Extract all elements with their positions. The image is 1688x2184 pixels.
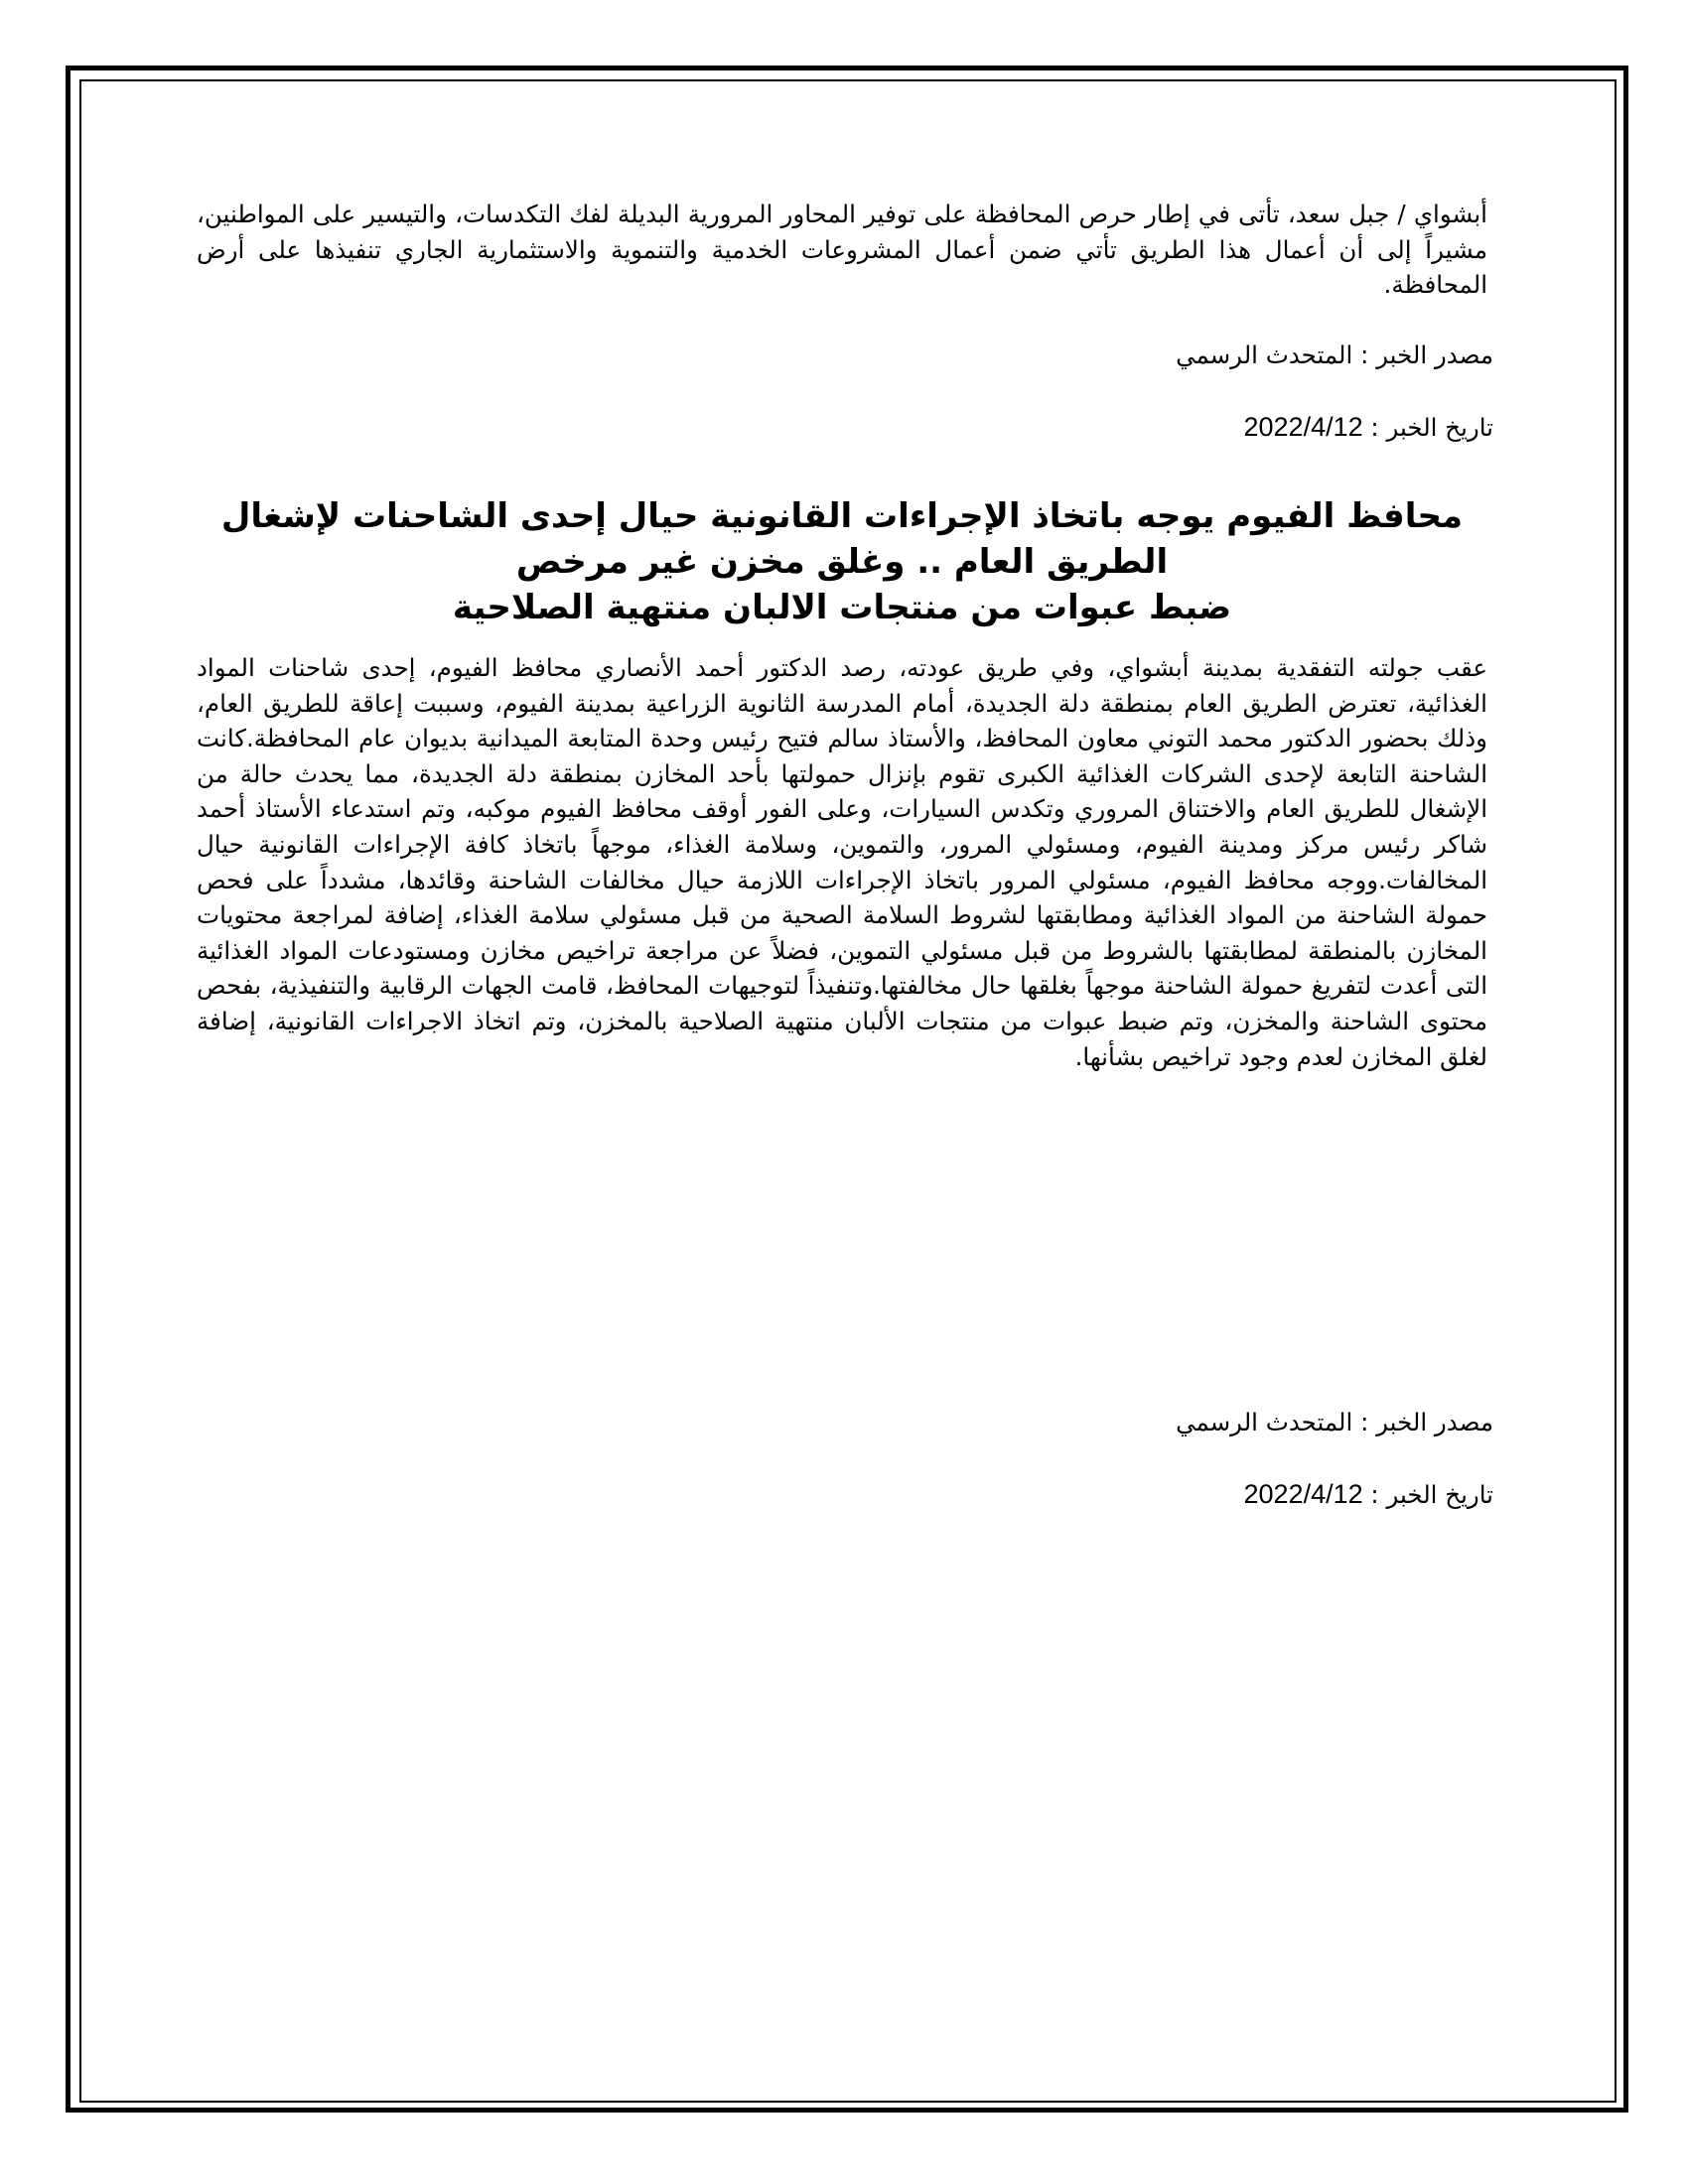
article-headline	[197, 493, 1487, 630]
headline-line-1: محافظ الفيوم يوجه باتخاذ الإجراءات القانونية حيال إحدى الشاحنات لإشغال	[220, 496, 1464, 536]
news-source-top: مصدر الخبر : المتحدث الرسمي	[1176, 341, 1493, 369]
news-date-bottom	[203, 1477, 1493, 1512]
article-body: عقب جولته التفقدية بمدينة أبشواي، وفي طريق عودته، رصد الدكتور أحمد الأنصاري محافظ الفيوم، إحدى شاحنات المواد الغذائية، تعترض الطريق العام بمنطقة دلة الجديدة، أمام المدرسة الثانوية الزراعية بمدينة الفيوم، وسببت إعاقة للطريق العام، وذلك بحضور الدكتور محمد التوني معاون المحافظ، والأستاذ سالم فتيح رئيس وحدة المتابعة الميدانية بديوان عام المحافظة.كانت الشاحنة التابعة لإحدى الشركات الغذائية الكبرى تقوم بإنزال حمولتها بأحد المخازن بمنطقة دلة الجديدة، مما يحدث حالة من الإشغال للطريق العام والاختناق المروري وتكدس السيارات، وعلى الفور أوقف محافظ الفيوم موكبه، وتم استدعاء الأستاذ أحمد شاكر رئيس مركز ومدينة الفيوم، ومسئولي المرور، والتموين، وسلامة الغذاء، موجهاً باتخاذ كافة الإجراءات القانونية حيال المخالفات.ووجه محافظ الفيوم، مسئولي المرور باتخاذ الإجراءات اللازمة حيال مخالفات الشاحنة وقائدها، مشدداً على فحص حمولة الشاحنة من المواد الغذائية ومطابقتها لشروط السلامة الصحية من قبل مسئولي سلامة الغذاء، إضافة لمراجعة محتويات المخازن بالمنطقة لمطابقتها بالشروط من قبل مسئولي التموين، فضلاً عن مراجعة تراخيص مخازن ومستودعات المواد الغذائية التى أعدت لتفريغ حمولة الشاحنة موجهاً بغلقها حال مخالفتها.وتنفيذاً لتوجيهات المحافظ، قامت الجهات الرقابية والتنفيذية، بفحص محتوى الشاحنة والمخزن، وتم ضبط عبوات من منتجات الألبان منتهية الصلاحية بالمخزن، وتم اتخاذ الاجراءات القانونية، إضافة لغلق المخازن لعدم وجود تراخيص بشأنها.	[197, 653, 1487, 1071]
news-date-top	[203, 410, 1493, 445]
news-date-label: تاريخ الخبر :	[1370, 413, 1493, 442]
headline-line-3: ضبط عبوات من منتجات الالبان منتهية الصلاحية	[452, 588, 1232, 627]
news-date-label: تاريخ الخبر :	[1370, 1480, 1493, 1509]
intro-paragraph: أبشواي / جبل سعد، تأتى في إطار حرص المحافظة على توفير المحاور المرورية البديلة لفك التكدسات، والتيسير على المواطنين، مشيراً إلى أن أعمال هذا الطريق تأتي ضمن أعمال المشروعات الخدمية والتنموية والاستثمارية الجاري تنفيذها على أرض المحافظة.	[197, 200, 1487, 300]
news-source-bottom: مصدر الخبر : المتحدث الرسمي	[1176, 1408, 1493, 1436]
news-date-value: 2022/4/12	[1243, 1479, 1363, 1509]
page-border-inner	[79, 79, 1617, 2103]
news-date-value: 2022/4/12	[1243, 412, 1363, 442]
headline-line-2: الطريق العام .. وغلق مخزن غير مرخص	[515, 542, 1169, 582]
